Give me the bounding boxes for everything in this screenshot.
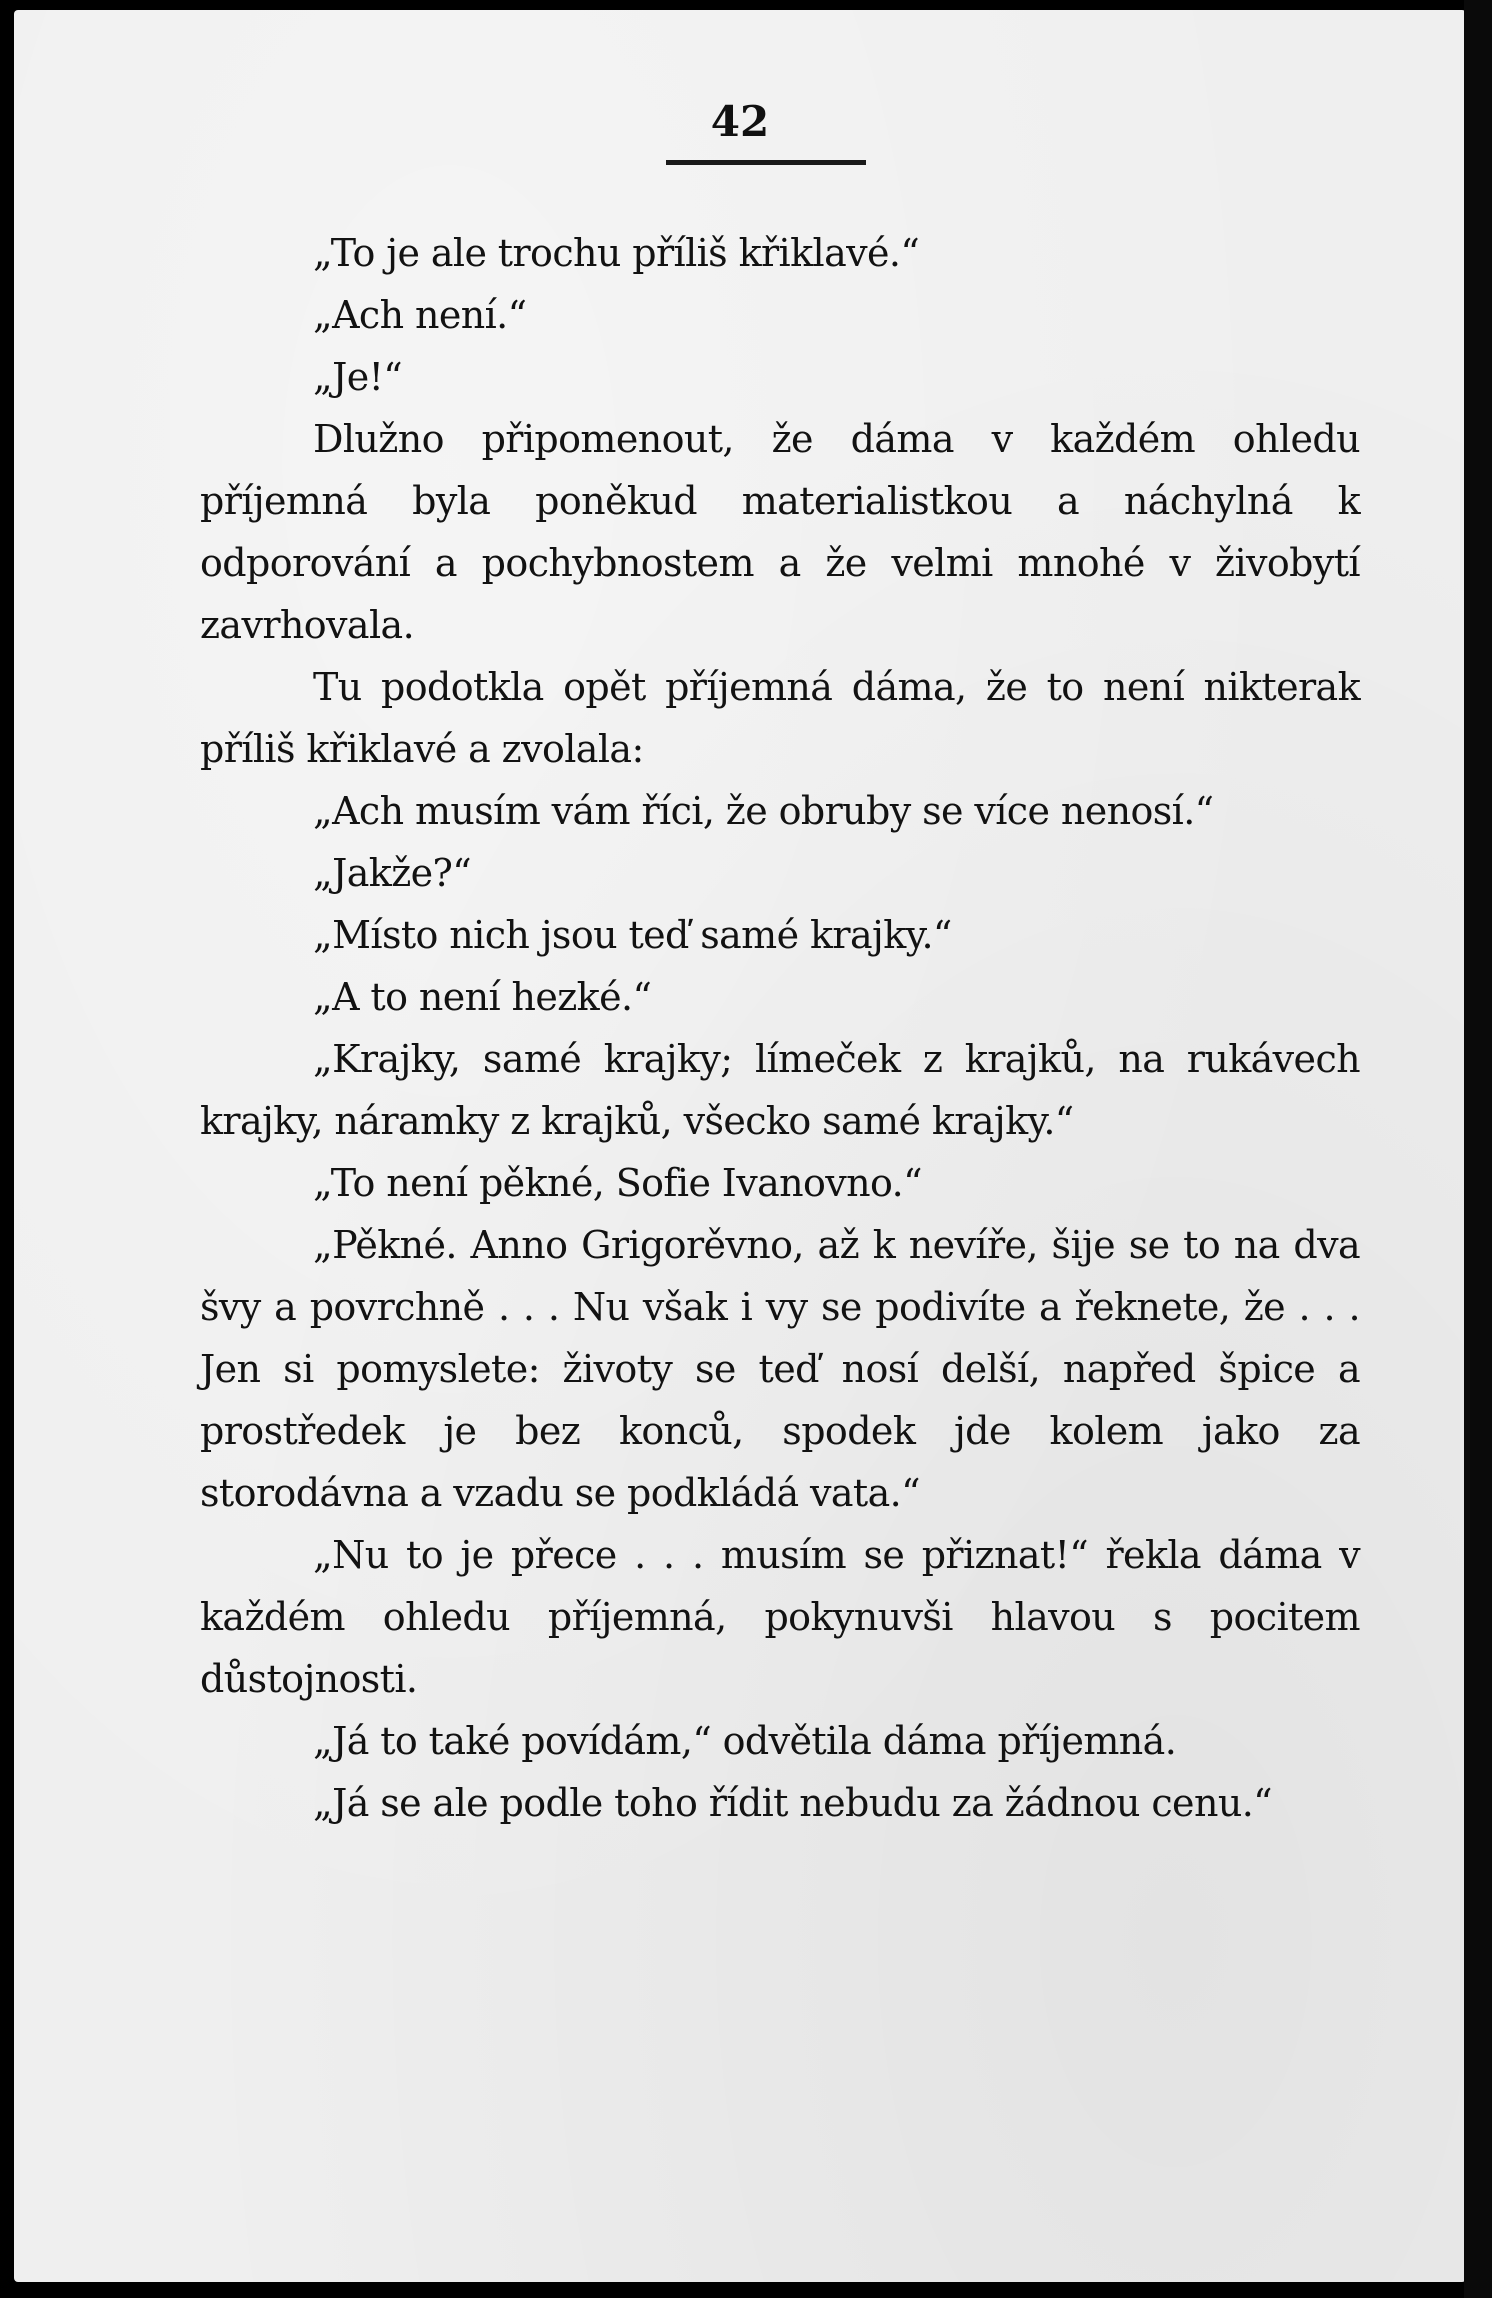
paragraph: „Ach musím vám říci, že obruby se více nenosí.“ bbox=[313, 789, 1214, 833]
paragraph: „Místo nich jsou teď samé krajky.“ bbox=[313, 913, 952, 957]
paragraph: „Já to také povídám,“ odvětila dáma příjemná. bbox=[313, 1719, 1177, 1763]
paragraph: Tu podotkla opět příjemná dáma, že to není nikterak příliš křiklavé a zvolala: bbox=[200, 665, 1360, 771]
paragraph: „Pěkné. Anno Grigorěvno, až k nevíře, šije se to na dva švy a povrchně . . . Nu však i vy se podivíte a řeknete, že . . . Jen si pomyslete: životy se teď nosí delší, napřed špice a prostředek je bez konců, spodek jde kolem jako za storodávna a vzadu se podkládá vata.“ bbox=[200, 1223, 1360, 1515]
paragraph: Dlužno připomenout, že dáma v každém ohledu příjemná byla poněkud materialistkou a náchylná k odporování a pochybnostem a že velmi mnohé v živobytí zavrhovala. bbox=[200, 417, 1360, 647]
paragraph: „A to není hezké.“ bbox=[313, 975, 652, 1019]
paragraph: „Je!“ bbox=[313, 355, 403, 399]
paragraph: „Nu to je přece . . . musím se přiznat!“ řekla dáma v každém ohledu příjemná, pokynuvši hlavou s pocitem důstojnosti. bbox=[200, 1533, 1360, 1701]
paragraph: „Já se ale podle toho řídit nebudu za žádnou cenu.“ bbox=[313, 1781, 1272, 1825]
paragraph: „Krajky, samé krajky; límeček z krajků, na rukávech krajky, náramky z krajků, všecko samé krajky.“ bbox=[200, 1037, 1360, 1143]
body-text bbox=[200, 222, 1360, 1834]
paragraph: „Ach není.“ bbox=[313, 293, 527, 337]
scan-edge bbox=[1464, 0, 1492, 2298]
paragraph: „Jakže?“ bbox=[313, 851, 472, 895]
book-page bbox=[14, 10, 1466, 2282]
paragraph: „To není pěkné, Sofie Ivanovno.“ bbox=[313, 1161, 922, 1205]
paragraph: „To je ale trochu příliš křiklavé.“ bbox=[313, 231, 920, 275]
page-number: 42 bbox=[710, 97, 770, 146]
header-rule bbox=[666, 160, 866, 165]
